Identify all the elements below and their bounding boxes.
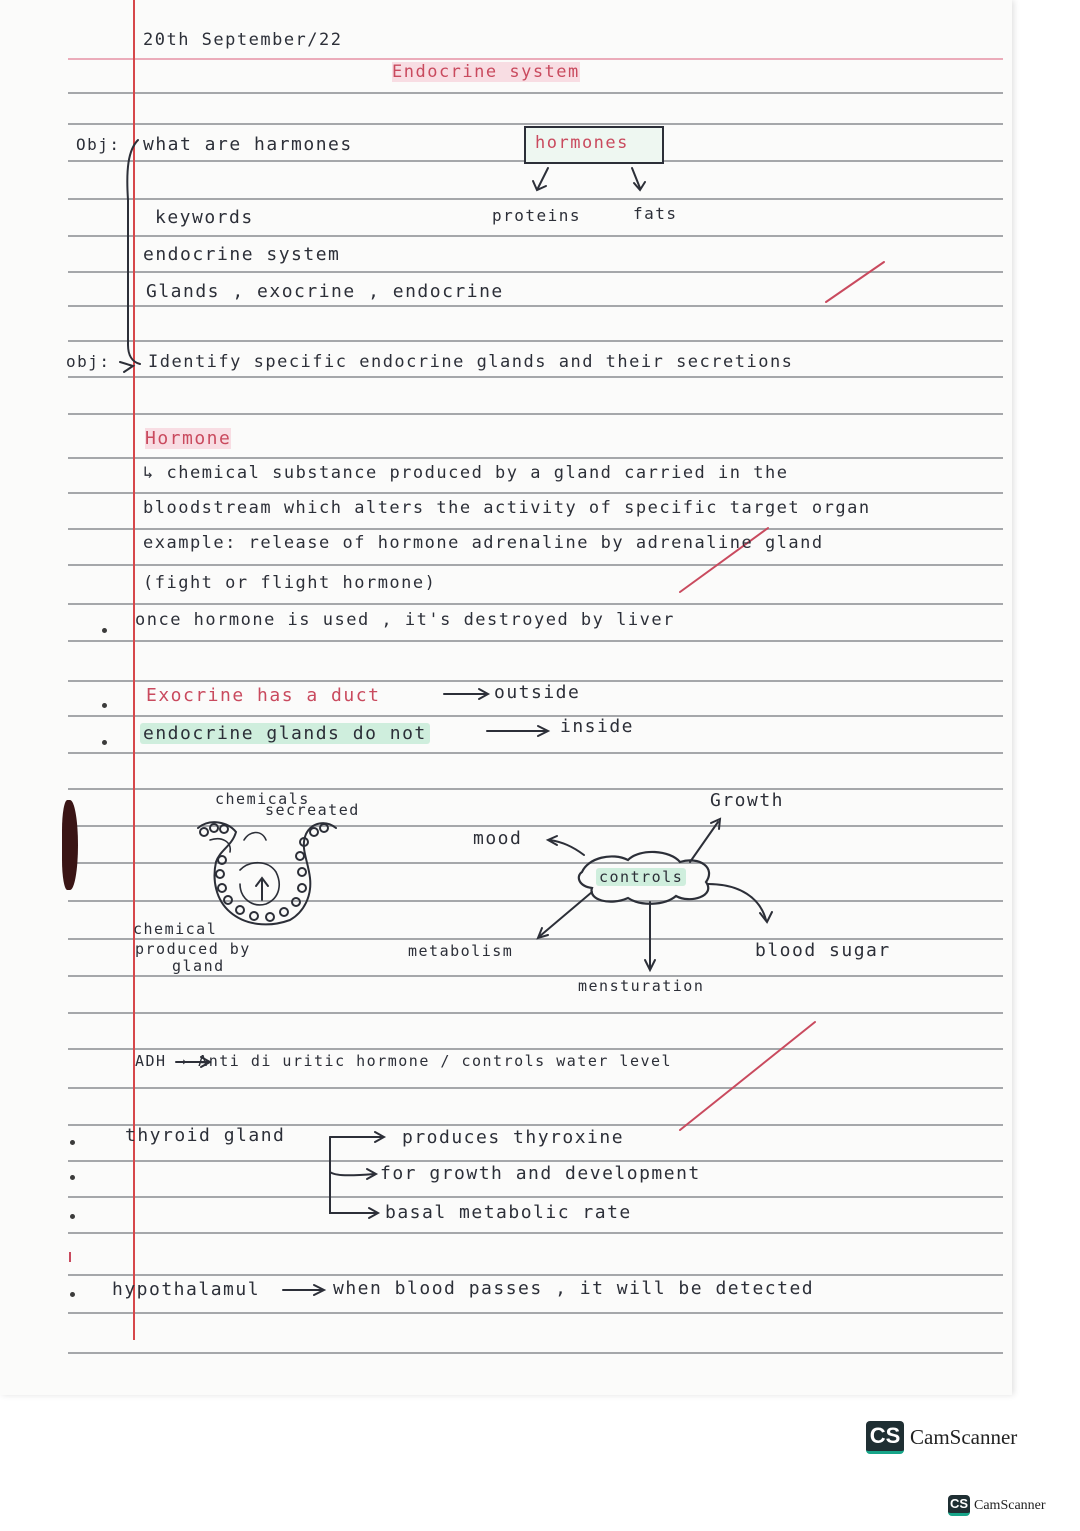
exocrine-line: Exocrine has a duct xyxy=(146,685,381,706)
hormone-def-line-1: ↳ chemical substance produced by a gland carried in the xyxy=(143,463,789,483)
camscanner-wordmark: CamScanner xyxy=(974,1497,1046,1513)
hormones-box: hormones xyxy=(535,133,629,153)
objective-1-label: Obj: xyxy=(76,135,121,154)
exocrine-destination: outside xyxy=(494,682,581,703)
cs-badge-icon: CS xyxy=(866,1421,904,1454)
gland-label-chemicals: chemicals xyxy=(215,790,310,808)
hormones-branch-proteins: proteins xyxy=(492,206,582,225)
hormone-def-line-5: once hormone is used , it's destroyed by liver xyxy=(135,610,675,630)
controls-blood-sugar: blood sugar xyxy=(755,940,891,961)
hormone-def-line-2: bloodstream which alters the activity of specific target organ xyxy=(143,498,871,518)
gland-label-chemical: chemical xyxy=(133,920,218,938)
controls-menstruation: mensturation xyxy=(578,977,705,995)
objective-bracket xyxy=(127,140,140,364)
camscanner-logo-large xyxy=(866,1421,1017,1454)
cs-badge-icon: CS xyxy=(948,1495,970,1516)
gland-label-produced-by: produced by xyxy=(135,940,251,958)
hormone-heading: Hormone xyxy=(145,428,232,449)
camscanner-wordmark: CamScanner xyxy=(910,1425,1018,1449)
hypothalamus-text: when blood passes , it will be detected xyxy=(333,1278,815,1299)
keywords-heading: keywords xyxy=(155,207,254,228)
gland-label-secreated: secreated xyxy=(265,801,360,819)
hormones-branch-fats: fats xyxy=(633,204,678,223)
page-title: Endocrine system xyxy=(392,62,580,82)
thyroid-label: thyroid gland xyxy=(125,1125,286,1146)
controls-metabolism: metabolism xyxy=(408,942,514,960)
endocrine-destination: inside xyxy=(560,716,635,737)
controls-mood: mood xyxy=(473,828,523,849)
page-date: 20th September/22 xyxy=(143,30,343,50)
hormone-def-line-3: example: release of hormone adrenaline by adrenaline gland xyxy=(143,533,824,553)
thyroid-item-1: produces thyroxine xyxy=(402,1127,625,1148)
objective-2-text: Identify specific endocrine glands and their secretions xyxy=(148,352,794,372)
adh-line: ADH → Anti di uritic hormone / controls water level xyxy=(135,1052,673,1070)
hormone-def-line-4: (fight or flight hormone) xyxy=(143,573,437,593)
camscanner-logo-small xyxy=(948,1495,1046,1516)
thyroid-item-2: for growth and development xyxy=(380,1163,701,1184)
keywords-line-2: Glands , exocrine , endocrine xyxy=(146,281,504,302)
thyroid-item-3: basal metabolic rate xyxy=(385,1202,632,1223)
objective-2-label: obj: xyxy=(66,352,111,371)
controls-growth: Growth xyxy=(710,790,785,811)
controls-center: controls xyxy=(596,868,686,886)
keywords-line-1: endocrine system xyxy=(143,244,341,265)
hypothalamus-label: hypothalamul xyxy=(112,1279,261,1300)
objective-1-text: what are harmones xyxy=(143,134,353,155)
gland-label-gland: gland xyxy=(172,957,225,975)
endocrine-line: endocrine glands do not xyxy=(140,723,430,744)
